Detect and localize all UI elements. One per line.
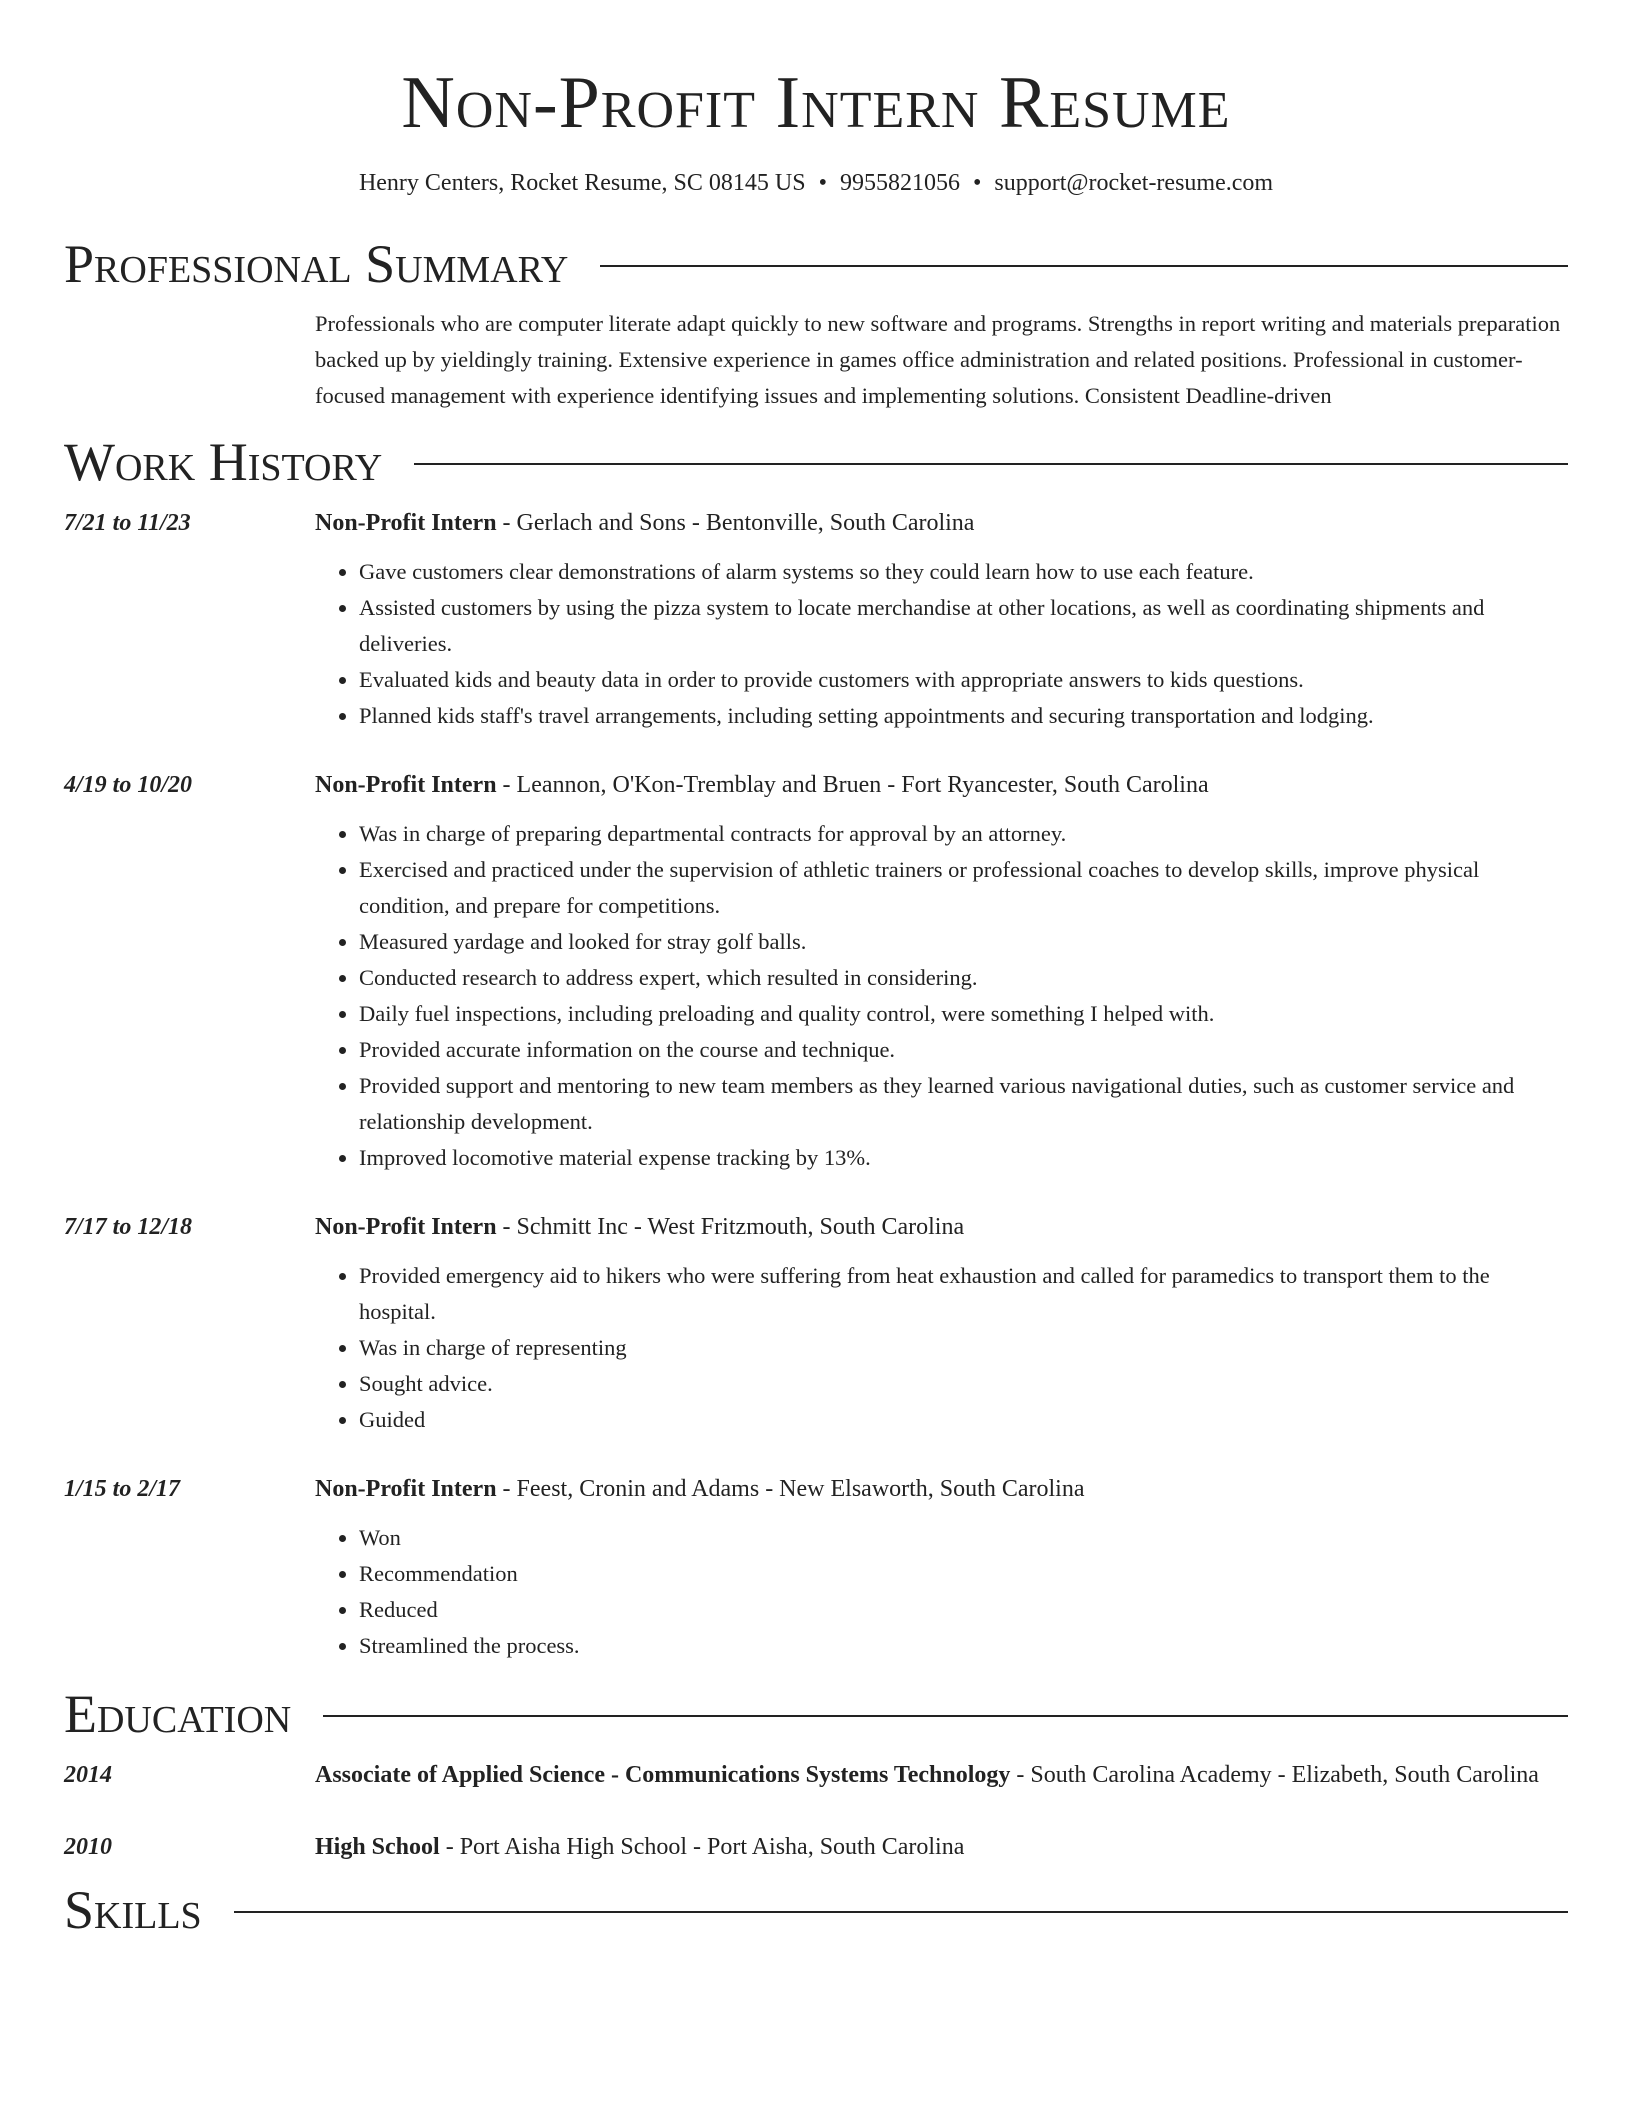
contact-phone: 9955821056 (839, 170, 960, 196)
section-header-education (64, 1684, 1568, 1744)
section-header-summary (64, 234, 1568, 294)
job-bullet: • Exercised and practiced under the supervision of athletic trainers or professional coaches to develop skills, improve physical condition, and prepare for competitions. (359, 852, 1568, 924)
job-dates: 7/17 to 12/18 (64, 1214, 193, 1240)
education-heading (315, 1828, 1568, 1866)
job-bullet: • Gave customers clear demonstrations of alarm systems so they could learn how to use each feature. (359, 554, 1568, 590)
education-details: - South Carolina Academy - Elizabeth, South Carolina (1010, 1762, 1539, 1788)
education-heading (315, 1756, 1568, 1794)
job-title: Non-Profit Intern (315, 1214, 497, 1240)
job-bullet: • Sought advice. (359, 1366, 1568, 1402)
section-divider (600, 265, 1568, 267)
job-dates: 7/21 to 11/23 (64, 510, 191, 536)
job-content (315, 1470, 1568, 1664)
job-content (315, 504, 1568, 734)
job-bullet: • Was in charge of representing (359, 1330, 1568, 1366)
job-title: Non-Profit Intern (315, 510, 497, 536)
job-bullet: • Was in charge of preparing departmental contracts for approval by an attorney. (359, 816, 1568, 852)
section-title-education: Education (64, 1684, 292, 1744)
job-bullets (315, 816, 1568, 1176)
section-header-skills (64, 1880, 1568, 1940)
education-content (315, 1828, 1568, 1866)
education-entry (64, 1756, 1568, 1794)
job-bullet: • Measured yardage and looked for stray golf balls. (359, 924, 1568, 960)
education-degree: Associate of Applied Science - Communications Systems Technology (315, 1762, 1011, 1788)
job-details: - Gerlach and Sons - Bentonville, South Carolina (496, 510, 975, 536)
job-heading (315, 1470, 1568, 1508)
job-bullet: • Recommendation (359, 1556, 1568, 1592)
job-bullet: • Guided (359, 1402, 1568, 1438)
job-title: Non-Profit Intern (315, 772, 497, 798)
job-bullet: • Reduced (359, 1592, 1568, 1628)
job-bullets (315, 554, 1568, 734)
education-details: - Port Aisha High School - Port Aisha, South Carolina (439, 1834, 965, 1860)
education-entry (64, 1828, 1568, 1866)
job-bullet: • Conducted research to address expert, which resulted in considering. (359, 960, 1568, 996)
section-divider (414, 463, 1568, 465)
contact-separator: • (972, 170, 982, 196)
contact-email: support@rocket-resume.com (994, 170, 1274, 196)
section-header-work-history (64, 432, 1568, 492)
job-bullet: • Won (359, 1520, 1568, 1556)
section-title-summary: Professional Summary (64, 234, 569, 294)
job-heading (315, 504, 1568, 542)
job-details: - Schmitt Inc - West Fritzmouth, South Carolina (496, 1214, 965, 1240)
job-entry (64, 1470, 1568, 1664)
job-bullet: • Provided accurate information on the course and technique. (359, 1032, 1568, 1068)
job-bullet: • Evaluated kids and beauty data in order to provide customers with appropriate answers to kids questions. (359, 662, 1568, 698)
job-title: Non-Profit Intern (315, 1476, 497, 1502)
job-entry (64, 1208, 1568, 1438)
education-year: 2014 (64, 1762, 112, 1788)
summary-text: Professionals who are computer literate adapt quickly to new software and programs. Strengths in report writing and materials preparation backed up by yieldingly training. Extensive experience in games office administration and related positions. Professional in customer-focused management with experience identifying issues and implementing solutions. Consistent Deadline-driven (315, 311, 1561, 408)
job-bullet: • Planned kids staff's travel arrangements, including setting appointments and securing transportation and lodging. (359, 698, 1568, 734)
job-content (315, 1208, 1568, 1438)
job-heading (315, 766, 1568, 804)
job-bullets (315, 1258, 1568, 1438)
job-bullet: • Improved locomotive material expense tracking by 13%. (359, 1140, 1568, 1176)
job-heading (315, 1208, 1568, 1246)
job-content (315, 766, 1568, 1176)
resume-title: Non-Profit Intern Resume (401, 62, 1231, 144)
section-title-skills: Skills (64, 1880, 202, 1940)
job-bullets (315, 1520, 1568, 1664)
job-dates: 1/15 to 2/17 (64, 1476, 181, 1502)
section-title-work-history: Work History (64, 432, 383, 492)
job-bullet: • Streamlined the process. (359, 1628, 1568, 1664)
contact-address: Henry Centers, Rocket Resume, SC 08145 US (358, 170, 806, 196)
job-entry (64, 766, 1568, 1176)
job-dates: 4/19 to 10/20 (64, 772, 193, 798)
job-bullet: • Daily fuel inspections, including preloading and quality control, were something I helped with. (359, 996, 1568, 1032)
job-details: - Leannon, O'Kon-Tremblay and Bruen - Fort Ryancester, South Carolina (496, 772, 1209, 798)
section-divider (234, 1911, 1568, 1913)
contact-line (64, 168, 1568, 198)
contact-separator: • (818, 170, 827, 196)
job-bullet: • Provided emergency aid to hikers who were suffering from heat exhaustion and called for paramedics to transport them to the hospital. (359, 1258, 1568, 1330)
education-year: 2010 (64, 1834, 112, 1860)
section-divider (323, 1715, 1568, 1717)
job-bullet: • Provided support and mentoring to new team members as they learned various navigational duties, such as customer service and relationship development. (359, 1068, 1568, 1140)
job-details: - Feest, Cronin and Adams - New Elsaworth, South Carolina (496, 1476, 1085, 1502)
education-degree: High School (315, 1834, 440, 1860)
education-content (315, 1756, 1568, 1794)
job-bullet: • Assisted customers by using the pizza system to locate merchandise at other locations, as well as coordinating shipments and deliveries. (359, 590, 1568, 662)
job-entry (64, 504, 1568, 734)
